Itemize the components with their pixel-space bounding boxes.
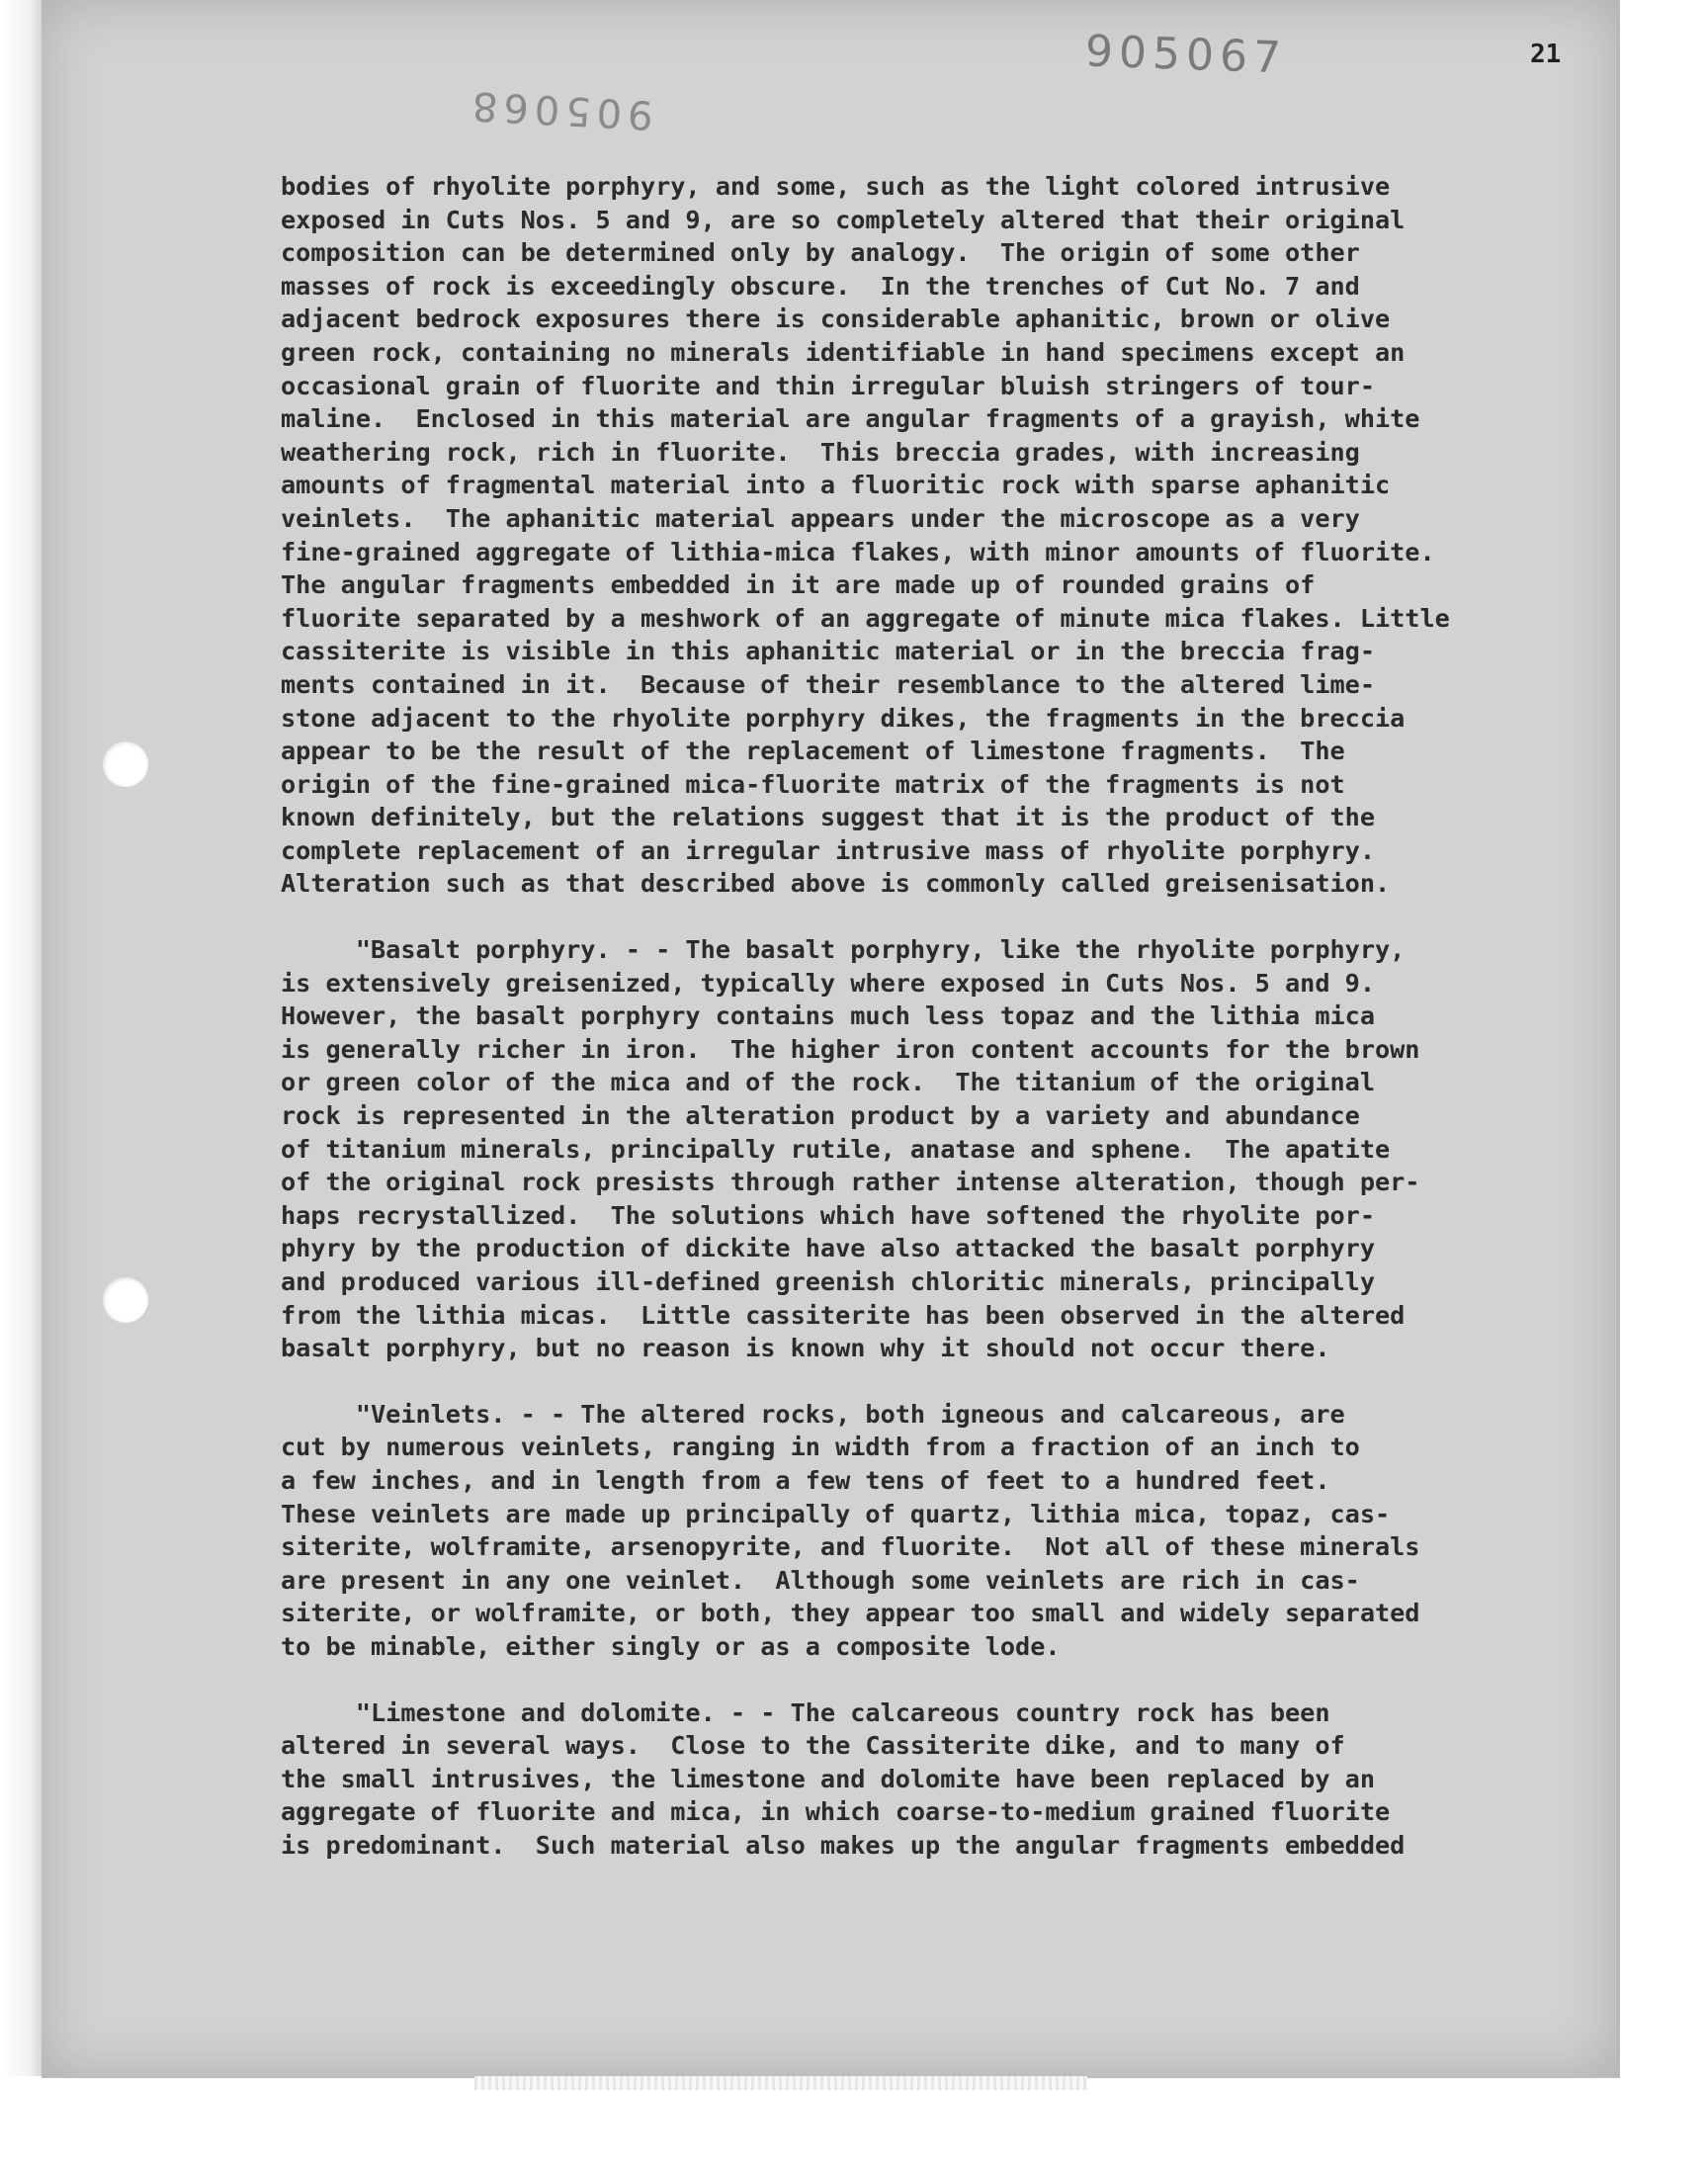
paragraph-rhyolite-alteration xyxy=(281,170,1566,901)
punch-hole-lower xyxy=(103,1277,148,1323)
document-number-stamp: 905067 xyxy=(1084,26,1288,84)
paragraph-limestone-dolomite xyxy=(281,1696,1566,1863)
text-line: to be minable, either singly or as a composite lode. xyxy=(281,1631,1061,1661)
text-line: of titanium minerals, principally rutile, anatase and sphene. The apatite xyxy=(281,1134,1391,1164)
text-line: known definitely, but the relations suggest that it is the product of the xyxy=(281,803,1375,832)
paragraph-spacer xyxy=(281,901,1566,933)
binding-edge xyxy=(0,0,42,2076)
text-line: stone adjacent to the rhyolite porphyry dikes, the fragments in the breccia xyxy=(281,703,1406,733)
scan-artifact-strip xyxy=(474,2076,1087,2090)
paragraph-veinlets xyxy=(281,1398,1566,1664)
inverted-document-number-stamp: 905068 xyxy=(465,82,654,137)
text-line: aggregate of fluorite and mica, in which coarse-to-medium grained fluorite xyxy=(281,1797,1391,1827)
text-line: cassiterite is visible in this aphanitic material or in the breccia frag- xyxy=(281,637,1375,666)
text-line: masses of rock is exceedingly obscure. In the trenches of Cut No. 7 and xyxy=(281,271,1360,301)
text-line: fine-grained aggregate of lithia-mica flakes, with minor amounts of fluorite. xyxy=(281,537,1435,566)
text-line: siterite, wolframite, arsenopyrite, and fluorite. Not all of these minerals xyxy=(281,1532,1420,1562)
text-line: and produced various ill-defined greenish chloritic minerals, principally xyxy=(281,1267,1375,1296)
text-line: of the original rock presists through rather intense alteration, though per- xyxy=(281,1168,1420,1197)
text-line: or green color of the mica and of the rock. The titanium of the original xyxy=(281,1068,1375,1097)
text-line: is generally richer in iron. The higher iron content accounts for the brown xyxy=(281,1034,1420,1064)
text-line: "Limestone and dolomite. - - The calcareous country rock has been xyxy=(281,1697,1330,1727)
text-line: is extensively greisenized, typically where exposed in Cuts Nos. 5 and 9. xyxy=(281,968,1375,998)
body-text xyxy=(281,170,1566,1863)
text-line: "Veinlets. - - The altered rocks, both igneous and calcareous, are xyxy=(281,1399,1345,1429)
page-number: 21 xyxy=(1530,40,1562,69)
text-line: "Basalt porphyry. - - The basalt porphyry, like the rhyolite porphyry, xyxy=(281,935,1406,965)
text-line: exposed in Cuts Nos. 5 and 9, are so completely altered that their original xyxy=(281,205,1406,234)
paragraph-basalt-porphyry xyxy=(281,933,1566,1365)
text-line: These veinlets are made up principally of quartz, lithia mica, topaz, cas- xyxy=(281,1499,1391,1528)
text-line: origin of the fine-grained mica-fluorite matrix of the fragments is not xyxy=(281,769,1345,799)
text-line: green rock, containing no minerals identifiable in hand specimens except an xyxy=(281,337,1406,367)
text-line: from the lithia micas. Little cassiterite has been observed in the altered xyxy=(281,1300,1406,1330)
text-line: maline. Enclosed in this material are angular fragments of a grayish, white xyxy=(281,404,1420,434)
text-line: basalt porphyry, but no reason is known why it should not occur there. xyxy=(281,1334,1330,1363)
text-line: the small intrusives, the limestone and dolomite have been replaced by an xyxy=(281,1764,1375,1793)
text-line: The angular fragments embedded in it are made up of rounded grains of xyxy=(281,570,1316,600)
text-line: cut by numerous veinlets, ranging in width from a fraction of an inch to xyxy=(281,1433,1360,1462)
text-line: is predominant. Such material also makes up the angular fragments embedded xyxy=(281,1830,1406,1860)
text-line: complete replacement of an irregular intrusive mass of rhyolite porphyry. xyxy=(281,835,1375,865)
text-line: haps recrystallized. The solutions which have softened the rhyolite por- xyxy=(281,1200,1375,1230)
text-line: composition can be determined only by analogy. The origin of some other xyxy=(281,238,1360,268)
text-line: However, the basalt porphyry contains much less topaz and the lithia mica xyxy=(281,1001,1375,1031)
paragraph-spacer xyxy=(281,1365,1566,1398)
text-line: a few inches, and in length from a few tens of feet to a hundred feet. xyxy=(281,1465,1330,1495)
paragraph-spacer xyxy=(281,1664,1566,1696)
text-line: veinlets. The aphanitic material appears under the microscope as a very xyxy=(281,503,1360,533)
text-line: fluorite separated by a meshwork of an aggregate of minute mica flakes. Little xyxy=(281,603,1450,633)
text-line: phyry by the production of dickite have also attacked the basalt porphyry xyxy=(281,1234,1375,1263)
text-line: appear to be the result of the replacement of limestone fragments. The xyxy=(281,737,1345,766)
text-line: Alteration such as that described above is commonly called greisenisation. xyxy=(281,869,1391,899)
text-line: rock is represented in the alteration product by a variety and abundance xyxy=(281,1101,1360,1131)
punch-hole-upper xyxy=(103,741,148,787)
text-line: ments contained in it. Because of their resemblance to the altered lime- xyxy=(281,669,1375,699)
text-line: are present in any one veinlet. Although some veinlets are rich in cas- xyxy=(281,1565,1360,1595)
text-line: occasional grain of fluorite and thin irregular bluish stringers of tour- xyxy=(281,371,1375,400)
text-line: bodies of rhyolite porphyry, and some, such as the light colored intrusive xyxy=(281,172,1391,201)
text-line: siterite, or wolframite, or both, they appear too small and widely separated xyxy=(281,1599,1420,1628)
text-line: amounts of fragmental material into a fluoritic rock with sparse aphanitic xyxy=(281,471,1391,500)
text-line: weathering rock, rich in fluorite. This breccia grades, with increasing xyxy=(281,437,1360,467)
text-line: altered in several ways. Close to the Cassiterite dike, and to many of xyxy=(281,1731,1345,1761)
text-line: adjacent bedrock exposures there is considerable aphanitic, brown or olive xyxy=(281,304,1391,334)
